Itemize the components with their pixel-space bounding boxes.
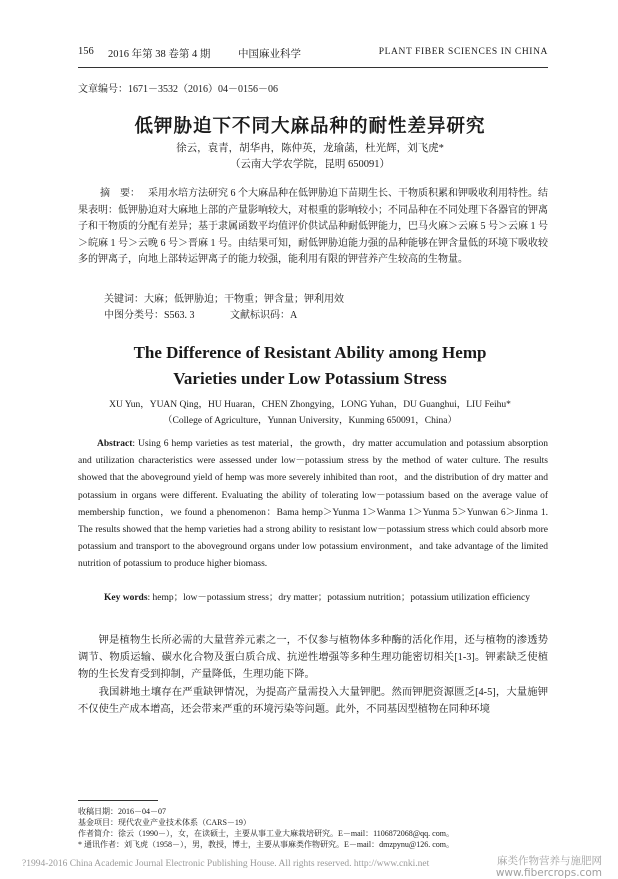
abstract-cn-label: 摘 要：: [100, 188, 140, 199]
abstract-en-text: : Using 6 hemp varieties as test material，the growth，dry matter accumulation and potassium absorption and utilization characteristics were assessed under low－potassium stress by the method of water culture. The results showed that the aboveground yield of hemp was more severely inhibited than root，and the distribution of dry matter and potassium in organs were different. Evaluating the ability of tolerating low－potassium based on the average value of membership function，we found a phenomenon：Bama hemp＞Yunma 1＞Wanma 1＞Yunma 5＞Yunwan 6＞Jinma 1. The results showed that the hemp varieties had a strong ability to resistant low－potassium stress which could absorb more potassium and transport to the aboveground organs under low potassium environment，and take advantage of the limited nutrition of potassium to produce higher biomass.: [78, 439, 548, 570]
watermark-url: www.fibercrops.com: [495, 867, 602, 879]
authors-cn: 徐云，袁青，胡华冉，陈仲英，龙瑜菡，杜光辉，刘飞虎*: [176, 143, 444, 154]
header-rule: [78, 67, 548, 68]
keywords-en-text: : hemp；low－potassium stress；dry matter；potassium nutrition；potassium utilization efficiency: [147, 593, 530, 603]
abstract-cn: [78, 186, 548, 269]
footnote-corresponding-author: * 通讯作者：刘飞虎（1958－），男，教授，博士，主要从事麻类作物研究。E－mail：dmzpynu@126. com。: [78, 840, 455, 849]
document-code: 文献标识码：A: [230, 310, 298, 321]
title-en-line2: Varieties under Low Potassium Stress: [173, 369, 447, 388]
article-number: 文章编号：1671－3532（2016）04－0156－06: [78, 84, 278, 95]
affiliation-en: （College of Agriculture，Yunnan University，Kunming 650091，China）: [163, 416, 457, 426]
abstract-cn-text: 采用水培方法研究 6 个大麻品种在低钾胁迫下苗期生长、干物质积累和钾吸收利用特性。结果表明：低钾胁迫对大麻地上部的产量影响较大，对根重的影响较小；不同品种在不同处理下各器官的钾离子和干物质的分配有差异；基于隶属函数平均值评价供试品种耐低钾能力，巴马火麻＞云麻 5 号＞云麻 1 号＞皖麻 1 号＞云晚 6 号＞晋麻 1 号。由结果可知，耐低钾胁迫能力强的品种能够在钾含量低的环境下吸收较多的钾离子，向地上部转运钾离子的能力较强，能利用有限的钾营养产生较高的生物量。: [78, 188, 548, 266]
footnote-funding: 基金项目：现代农业产业技术体系（CARS－19）: [78, 818, 251, 827]
footnote-author-bio: 作者简介：徐云（1990－），女，在读硕士，主要从事工业大麻栽培研究。E－mail：1106872068@qq. com。: [78, 829, 454, 838]
classification-line: [104, 306, 484, 321]
title-cn: 低钾胁迫下不同大麻品种的耐性差异研究: [134, 116, 486, 137]
authors-en: XU Yun，YUAN Qing，HU Huaran，CHEN Zhongying，LONG Yuhan，DU Guanghui，LIU Feihu*: [109, 400, 511, 410]
watermark-cn: 麻类作物营养与施肥网: [497, 855, 602, 867]
journal-name-cn: 中国麻业科学: [238, 49, 301, 60]
journal-name-en: PLANT FIBER SCIENCES IN CHINA: [378, 47, 548, 57]
footnote-rule: [78, 800, 158, 801]
title-en: [60, 340, 560, 392]
abstract-en: [78, 436, 548, 574]
affiliation-cn: （云南大学农学院，昆明 650091）: [229, 159, 391, 170]
abstract-en-label: Abstract: [97, 439, 133, 449]
title-en-line1: The Difference of Resistant Ability among Hemp: [133, 343, 487, 362]
site-watermark: [496, 855, 602, 879]
page-number: 156: [78, 46, 94, 57]
keywords-en-label: Key words: [104, 593, 148, 603]
footnote-received-date: 收稿日期：2016－04－07: [78, 807, 166, 816]
volume-issue: 2016 年第 38 卷第 4 期: [108, 49, 211, 60]
keywords-en: [104, 590, 548, 606]
copyright-notice: ?1994-2016 China Academic Journal Electronic Publishing House. All rights reserved. http://www.cnki.net: [22, 859, 430, 869]
body-text: [78, 632, 548, 718]
classification-number: 中图分类号：S563. 3: [104, 310, 195, 321]
body-paragraph-2: 我国耕地土壤存在严重缺钾情况，为提高产量需投入大量钾肥。然而钾肥资源匮乏[4-5]，大量施钾不仅使生产成本增高，还会带来严重的环境污染等问题。此外，不同基因型植物在同种环境: [78, 686, 548, 715]
running-header: [78, 46, 548, 62]
keywords-cn: 关键词：大麻；低钾胁迫；干物重；钾含量；钾利用效: [104, 294, 344, 305]
body-paragraph-1: 钾是植物生长所必需的大量营养元素之一，不仅参与植物体多种酶的活化作用，还与植物的渗透势调节、物质运输、碳水化合物及蛋白质合成、抗逆性增强等多种生理功能密切相关[1-3]。钾素缺乏使植物的生长发育受到抑制，产量降低，生理功能下降。: [78, 635, 548, 681]
